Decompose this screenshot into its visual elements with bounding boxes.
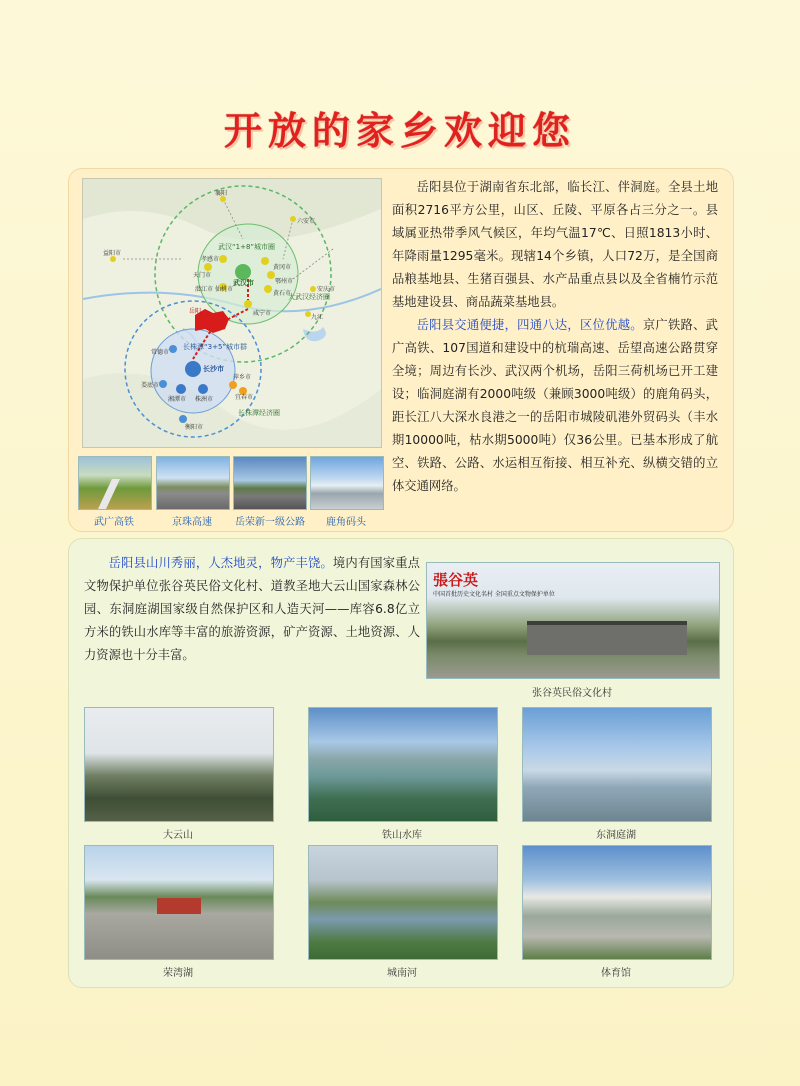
pingxiang-label: 萍乡市 xyxy=(233,374,252,381)
changsha-label: 长沙市 xyxy=(203,365,224,373)
photo-wuguang-railway xyxy=(78,456,152,510)
wuhan-circle-label: 武汉“1+8”城市圈 xyxy=(218,243,276,251)
caption-jingzhu-expressway: 京珠高速 xyxy=(172,517,212,528)
hengyang-label: 衡阳市 xyxy=(185,424,204,431)
xianning-label: 咸宁市 xyxy=(253,310,272,317)
xiantao-label: 仙桃市 xyxy=(215,286,234,293)
tourism-highlight: 岳阳县山川秀丽，人杰地灵，物产丰饶。 xyxy=(108,556,333,570)
caption-zhangguying-village: 张谷英民俗文化村 xyxy=(532,688,612,699)
photo-jingzhu-expressway xyxy=(156,456,230,510)
xiaogan-label: 孝感市 xyxy=(201,256,220,263)
wuhan-economic-label: 大武汉经济圈 xyxy=(288,293,330,301)
xiangtan-label: 湘潭市 xyxy=(168,396,187,403)
caption-rongwan-lake: 荣湾湖 xyxy=(163,968,193,979)
huanggang-label: 黄冈市 xyxy=(273,264,292,271)
transport-highlight: 岳阳县交通便捷，四通八达，区位优越。 xyxy=(416,318,643,332)
caption-tieshan-reservoir: 铁山水库 xyxy=(382,830,422,841)
ezhou-label: 鄂州市 xyxy=(275,278,294,285)
caption-lujiao-dock: 鹿角码头 xyxy=(326,517,366,528)
photo-east-dongting-lake xyxy=(522,707,712,822)
tourism-text xyxy=(84,552,420,667)
tianmen-label: 天门市 xyxy=(193,272,212,279)
map-svg xyxy=(83,179,381,447)
tourism-paragraph xyxy=(84,552,420,667)
intro-paragraph: 岳阳县位于湖南省东北部，临长江、伴洞庭。全县土地面积2716平方公里，山区、丘陵、平原各占三分之一。县域属亚热带季风气候区，年均气温17℃、日照1813小时、年降雨量1295毫米。现辖14个乡镇，人口72万，是全国商品粮基地县、生猪百强县、水产品重点县以及全省楠竹示范基地建设县、商品蔬菜基地县。 xyxy=(392,180,718,309)
anqing-label: 安庆市 xyxy=(317,286,336,293)
caption-stadium: 体育馆 xyxy=(601,968,631,979)
photo-dayun-mountain xyxy=(84,707,274,822)
loudi-label: 娄底市 xyxy=(141,382,160,389)
transport-paragraph xyxy=(392,314,718,498)
intro-text xyxy=(392,176,718,498)
yichun-label: 宜春市 xyxy=(235,394,254,401)
village-sign: 張谷英 xyxy=(433,571,479,589)
changzhutan-economic-label: 长株潭经济圈 xyxy=(238,409,280,417)
photo-chengnan-river xyxy=(308,845,498,960)
qianjiang-label: 潜江市 xyxy=(195,286,214,293)
zhuzhou-label: 株洲市 xyxy=(195,396,214,403)
village-subtitle: 中国首批历史文化名村 全国重点文物保护单位 xyxy=(433,591,555,598)
photo-yuerong-road xyxy=(233,456,307,510)
jiujiang-label: 九江 xyxy=(311,314,324,321)
xiangyang-label: 襄阳 xyxy=(215,190,228,197)
transport-body: 京广铁路、武广高铁、107国道和建设中的杭瑞高速、岳望高速公路贯穿全境；周边有长沙、武汉两个机场，岳阳三荷机场已开工建设；临洞庭湖有2000吨级（兼顾3000吨级）的鹿角码头，距长江八大深水良港之一的岳阳市城陵矶港外贸码头（丰水期10000吨，枯水期5000吨）仅36公里。已基本形成了航空、铁路、公路、水运相互衔接、相互补充、纵横交错的立体交通网络。 xyxy=(392,318,718,493)
page-title: 开放的家乡欢迎您 xyxy=(223,108,576,153)
photo-lujiao-dock xyxy=(310,456,384,510)
caption-wuguang-railway: 武广高铁 xyxy=(94,517,134,528)
caption-chengnan-river: 城南河 xyxy=(387,968,417,979)
yueyang-label: 岳阳 xyxy=(189,308,202,315)
caption-dayun-mountain: 大云山 xyxy=(163,830,193,841)
photo-stadium xyxy=(522,845,712,960)
liuan-label: 六安市 xyxy=(297,218,316,225)
regional-map xyxy=(82,178,382,448)
caption-east-dongting-lake: 东洞庭湖 xyxy=(596,830,636,841)
photo-zhangguying-village xyxy=(426,562,720,679)
caption-yuerong-road: 岳荣新一级公路 xyxy=(235,517,305,528)
wuhan-label: 武汉市 xyxy=(233,279,254,287)
photo-tieshan-reservoir xyxy=(308,707,498,822)
changzhutan-circle-label: 长株潭“3+5”城市群 xyxy=(183,343,248,351)
tourism-body: 境内有国家重点文物保护单位张谷英民俗文化村、道教圣地大云山国家森林公园、东洞庭湖国家级自然保护区和人造天河——库容6.8亿立方米的铁山水库等丰富的旅游资源，矿产资源、土地资源、人力资源也十分丰富。 xyxy=(84,556,420,662)
changde-label: 常德市 xyxy=(151,349,170,356)
huangshi-label: 黄石市 xyxy=(273,290,292,297)
photo-rongwan-lake xyxy=(84,845,274,960)
yiyang-map-label: 益阳市 xyxy=(103,250,122,257)
